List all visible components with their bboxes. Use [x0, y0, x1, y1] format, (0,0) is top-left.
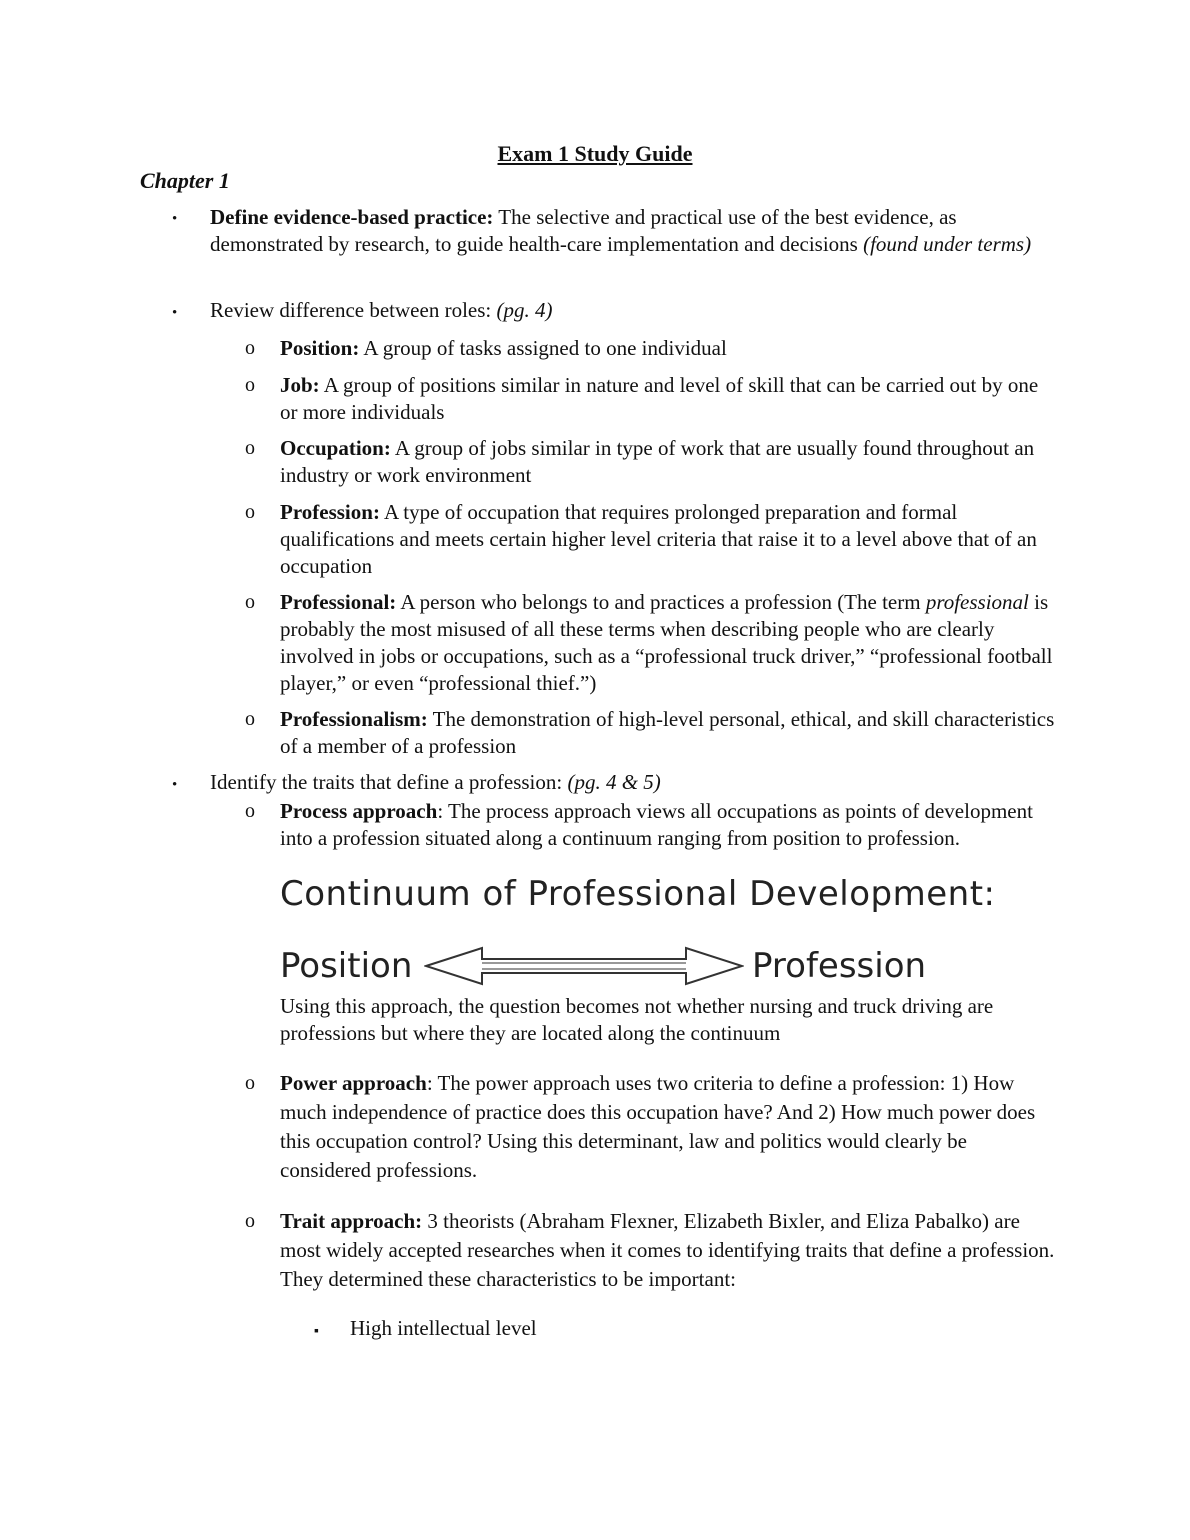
process-approach-followup: Using this approach, the question becomes not whether nursing and truck driving are professions but where they are located along the continuum	[280, 994, 994, 1045]
role-position	[280, 335, 1055, 362]
chapter-heading: Chapter 1	[140, 168, 230, 193]
role-term: Professional:	[280, 590, 397, 614]
square-bullet-marker: ▪	[314, 1324, 319, 1339]
sub-bullet-marker: o	[245, 501, 255, 523]
continuum-left-label: Position	[280, 946, 413, 986]
approach-term: Trait approach:	[280, 1209, 423, 1233]
approach-definition: : The process approach views all occupations as points of development into a profession situated along a continuum ranging from position to profession.	[280, 799, 1033, 850]
evidence-term: Define evidence-based practice:	[210, 205, 494, 229]
traits-text: Identify the traits that define a profession:	[210, 770, 568, 794]
continuum-diagram-title: Continuum of Professional Development:	[280, 874, 996, 914]
role-definition: A group of positions similar in nature and level of skill that can be carried out by one or more individuals	[280, 373, 1039, 424]
role-definition-cont: is probably the most misused of all these terms when describing people who are clearly involved in jobs or occupations, such as a “professional truck driver,” “professional football player,” or even “professional thief.”)	[280, 590, 1053, 695]
traits-page-ref: (pg. 4 & 5)	[567, 770, 661, 794]
trait-approach	[280, 1207, 1055, 1294]
role-term: Position:	[280, 336, 360, 360]
evidence-note: (found under terms)	[863, 232, 1032, 256]
sub-bullet-marker: o	[245, 337, 255, 359]
role-term: Occupation:	[280, 436, 391, 460]
approach-term: Process approach	[280, 799, 438, 823]
role-profession	[280, 499, 1055, 580]
approach-definition: : The power approach uses two criteria to define a profession: 1) How much independence of practice does this occupation have? And 2) How much power does this occupation control? Using this determinant, law and politics would clearly be considered professions.	[280, 1071, 1036, 1182]
evidence-definition: The selective and practical use of the best evidence, as demonstrated by research, to guide health-care implementation and decisions	[210, 205, 957, 256]
sub-bullet-marker: o	[245, 1210, 255, 1232]
bullet-marker: •	[172, 305, 178, 321]
role-definition: A type of occupation that requires prolonged preparation and formal qualifications and meets certain higher level criteria that raise it to a level above that of an occupation	[280, 500, 1037, 578]
role-professional	[280, 589, 1055, 697]
sub-bullet-marker: o	[245, 591, 255, 613]
trait-characteristic: High intellectual level	[350, 1316, 537, 1340]
approach-term: Power approach	[280, 1071, 427, 1095]
bullet-marker: •	[172, 211, 178, 227]
role-term: Profession:	[280, 500, 380, 524]
role-definition: A group of tasks assigned to one individual	[359, 336, 727, 360]
role-occupation	[280, 435, 1055, 489]
role-term: Professionalism:	[280, 707, 428, 731]
role-definition: The demonstration of high-level personal, ethical, and skill characteristics of a member of a profession	[280, 707, 1055, 758]
continuum-right-label: Profession	[752, 946, 927, 986]
document-title: Exam 1 Study Guide	[497, 141, 693, 166]
evidence-based-practice-item	[210, 204, 1055, 258]
roles-item	[210, 297, 1055, 324]
role-italic-term: professional	[925, 590, 1029, 614]
traits-item	[210, 769, 1055, 796]
power-approach	[280, 1069, 1055, 1185]
sub-bullet-marker: o	[245, 437, 255, 459]
role-definition: A group of jobs similar in type of work that are usually found throughout an industry or work environment	[280, 436, 1035, 487]
roles-page-ref: (pg. 4)	[496, 298, 553, 322]
role-term: Job:	[280, 373, 320, 397]
roles-text: Review difference between roles:	[210, 298, 497, 322]
process-approach	[280, 798, 1055, 852]
bullet-marker: •	[172, 777, 178, 793]
sub-bullet-marker: o	[245, 1072, 255, 1094]
sub-bullet-marker: o	[245, 800, 255, 822]
sub-bullet-marker: o	[245, 374, 255, 396]
role-job	[280, 372, 1055, 426]
double-arrow-icon	[424, 946, 744, 986]
role-definition: A person who belongs to and practices a profession (The term	[396, 590, 926, 614]
approach-definition: 3 theorists (Abraham Flexner, Elizabeth Bixler, and Eliza Pabalko) are most widely accepted researches when it comes to identifying traits that define a profession. They determined these characteristics to be important:	[280, 1209, 1055, 1291]
sub-bullet-marker: o	[245, 708, 255, 730]
role-professionalism	[280, 706, 1055, 760]
